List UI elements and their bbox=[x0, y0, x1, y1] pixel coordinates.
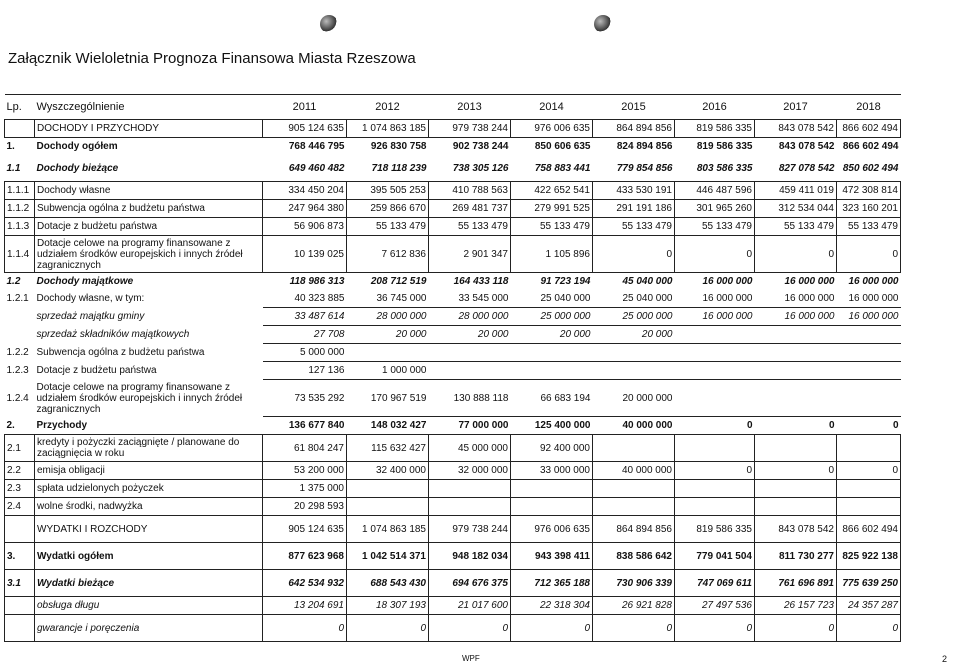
value-cell: 976 006 635 bbox=[511, 120, 593, 138]
value-cell: 73 535 292 bbox=[263, 380, 347, 417]
row-description: Dochody ogółem bbox=[36, 141, 118, 152]
value-cell: 33 545 000 bbox=[429, 290, 511, 308]
value-cell: 877 623 968 bbox=[263, 543, 347, 570]
header-description: Wyszczególnienie bbox=[36, 101, 125, 113]
row-number bbox=[5, 597, 35, 615]
value-cell: 0 bbox=[347, 615, 429, 642]
value-cell bbox=[675, 380, 755, 417]
value-cell bbox=[675, 480, 755, 498]
value-cell: 866 602 494 bbox=[837, 120, 901, 138]
value-cell: 843 078 542 bbox=[755, 120, 837, 138]
value-cell bbox=[837, 480, 901, 498]
table-row bbox=[5, 200, 901, 218]
value-cell: 56 906 873 bbox=[263, 218, 347, 236]
table-body bbox=[5, 120, 901, 642]
value-cell bbox=[347, 498, 429, 516]
row-description: sprzedaż składników majątkowych bbox=[36, 329, 190, 340]
value-cell: 279 991 525 bbox=[511, 200, 593, 218]
table-row bbox=[5, 182, 901, 200]
value-cell: 827 078 542 bbox=[778, 162, 835, 174]
value-cell bbox=[675, 498, 755, 516]
table-row bbox=[5, 435, 901, 462]
value-cell: 77 000 000 bbox=[429, 417, 511, 435]
value-cell: 850 602 494 bbox=[842, 162, 899, 174]
value-cell: 208 712 519 bbox=[370, 276, 427, 287]
value-cell: 32 000 000 bbox=[429, 462, 511, 480]
value-cell: 16 000 000 bbox=[837, 308, 901, 326]
value-cell: 850 606 635 bbox=[534, 141, 591, 152]
row-number bbox=[5, 516, 35, 543]
value-cell bbox=[511, 362, 593, 380]
table-row bbox=[5, 236, 901, 273]
table-row bbox=[5, 615, 901, 642]
value-cell: 291 191 186 bbox=[593, 200, 675, 218]
value-cell: 92 400 000 bbox=[511, 435, 593, 462]
value-cell: 20 000 bbox=[511, 326, 593, 344]
value-cell: 45 000 000 bbox=[429, 435, 511, 462]
row-number: 2.2 bbox=[5, 462, 35, 480]
value-cell: 0 bbox=[511, 615, 593, 642]
value-cell: 127 136 bbox=[263, 362, 347, 380]
value-cell bbox=[755, 326, 837, 344]
value-cell: 1 074 863 185 bbox=[347, 516, 429, 543]
forecast-table bbox=[4, 94, 901, 642]
row-number bbox=[5, 120, 35, 138]
value-cell: 148 032 427 bbox=[347, 417, 429, 435]
value-cell: 825 922 138 bbox=[837, 543, 901, 570]
value-cell bbox=[837, 498, 901, 516]
header-row bbox=[5, 95, 901, 120]
value-cell: 905 124 635 bbox=[263, 120, 347, 138]
value-cell: 0 bbox=[837, 615, 901, 642]
value-cell: 45 040 000 bbox=[622, 276, 673, 287]
value-cell: 18 307 193 bbox=[347, 597, 429, 615]
value-cell: 472 308 814 bbox=[837, 182, 901, 200]
value-cell: 33 000 000 bbox=[511, 462, 593, 480]
value-cell bbox=[837, 326, 901, 344]
value-cell: 811 730 277 bbox=[755, 543, 837, 570]
value-cell bbox=[347, 480, 429, 498]
row-number: 1.2 bbox=[6, 276, 21, 287]
table-row bbox=[5, 570, 901, 597]
value-cell bbox=[837, 344, 901, 362]
value-cell: 0 bbox=[675, 417, 755, 435]
value-cell bbox=[593, 498, 675, 516]
value-cell: 0 bbox=[675, 615, 755, 642]
value-cell: 16 000 000 bbox=[848, 276, 899, 287]
value-cell: 738 305 126 bbox=[452, 162, 509, 174]
row-description: Dotacje z budżetu państwa bbox=[36, 365, 157, 376]
value-cell bbox=[675, 435, 755, 462]
value-cell: 824 894 856 bbox=[616, 141, 673, 152]
value-cell: 843 078 542 bbox=[778, 141, 835, 152]
value-cell: 1 105 896 bbox=[511, 236, 593, 273]
table-row bbox=[5, 273, 901, 291]
value-cell: 16 000 000 bbox=[784, 276, 835, 287]
row-description: sprzedaż majątku gminy bbox=[36, 311, 145, 322]
value-cell: 28 000 000 bbox=[347, 308, 429, 326]
row-description: Dochody majątkowe bbox=[36, 276, 134, 287]
value-cell: 10 139 025 bbox=[263, 236, 347, 273]
row-number: 3. bbox=[5, 543, 35, 570]
row-number: 1.2.2 bbox=[6, 347, 29, 358]
value-cell bbox=[429, 344, 511, 362]
value-cell: 20 298 593 bbox=[263, 498, 347, 516]
value-cell: 16 000 000 bbox=[675, 308, 755, 326]
value-cell: 66 683 194 bbox=[511, 380, 593, 417]
header-year: 2011 bbox=[292, 101, 317, 113]
row-description: Dotacje celowe na programy finansowane z udziałem środków europejskich i innych źródeł zagranicznych bbox=[35, 236, 263, 273]
value-cell: 758 883 441 bbox=[534, 162, 591, 174]
value-cell bbox=[837, 362, 901, 380]
value-cell bbox=[429, 362, 511, 380]
row-description: gwarancje i poręczenia bbox=[35, 615, 263, 642]
value-cell: 20 000 bbox=[347, 326, 429, 344]
value-cell: 819 586 335 bbox=[675, 120, 755, 138]
row-number: 2.3 bbox=[5, 480, 35, 498]
value-cell: 2 901 347 bbox=[429, 236, 511, 273]
value-cell: 259 866 670 bbox=[347, 200, 429, 218]
row-description: emisja obligacji bbox=[35, 462, 263, 480]
value-cell: 26 921 828 bbox=[593, 597, 675, 615]
value-cell: 0 bbox=[837, 236, 901, 273]
value-cell: 1 074 863 185 bbox=[347, 120, 429, 138]
footer-label: WPF bbox=[462, 654, 480, 663]
table-row bbox=[5, 308, 901, 326]
value-cell bbox=[755, 480, 837, 498]
header-year: 2014 bbox=[539, 101, 564, 113]
value-cell: 20 000 000 bbox=[593, 380, 675, 417]
table-row bbox=[5, 516, 901, 543]
table-row bbox=[5, 462, 901, 480]
value-cell: 864 894 856 bbox=[593, 516, 675, 543]
table-row bbox=[5, 344, 901, 362]
value-cell: 20 000 bbox=[429, 326, 511, 344]
value-cell: 0 bbox=[593, 236, 675, 273]
row-description: WYDATKI I ROZCHODY bbox=[35, 516, 263, 543]
value-cell: 747 069 611 bbox=[675, 570, 755, 597]
header-year: 2016 bbox=[702, 101, 727, 113]
value-cell: 0 bbox=[837, 417, 901, 435]
value-cell bbox=[755, 344, 837, 362]
page-number: 2 bbox=[942, 654, 948, 664]
value-cell: 712 365 188 bbox=[511, 570, 593, 597]
value-cell: 301 965 260 bbox=[675, 200, 755, 218]
row-number: 1.1.4 bbox=[5, 236, 35, 273]
table-row bbox=[5, 362, 901, 380]
value-cell: 395 505 253 bbox=[347, 182, 429, 200]
table-row bbox=[5, 155, 901, 182]
row-number: 2. bbox=[6, 419, 15, 431]
value-cell: 115 632 427 bbox=[347, 435, 429, 462]
table-row bbox=[5, 380, 901, 417]
value-cell: 843 078 542 bbox=[755, 516, 837, 543]
value-cell: 16 000 000 bbox=[837, 290, 901, 308]
value-cell: 16 000 000 bbox=[755, 308, 837, 326]
value-cell: 775 639 250 bbox=[837, 570, 901, 597]
value-cell: 55 133 479 bbox=[675, 218, 755, 236]
value-cell: 761 696 891 bbox=[755, 570, 837, 597]
row-description: Wydatki ogółem bbox=[35, 543, 263, 570]
value-cell: 27 497 536 bbox=[675, 597, 755, 615]
value-cell bbox=[675, 326, 755, 344]
row-number bbox=[5, 615, 35, 642]
value-cell: 902 738 244 bbox=[452, 141, 509, 152]
row-number: 1.2.1 bbox=[6, 293, 29, 305]
value-cell: 979 738 244 bbox=[429, 516, 511, 543]
table-row bbox=[5, 498, 901, 516]
value-cell: 433 530 191 bbox=[593, 182, 675, 200]
value-cell: 22 318 304 bbox=[511, 597, 593, 615]
value-cell bbox=[675, 362, 755, 380]
value-cell: 803 586 335 bbox=[696, 162, 753, 174]
value-cell: 864 894 856 bbox=[593, 120, 675, 138]
value-cell: 25 040 000 bbox=[511, 290, 593, 308]
row-description: spłata udzielonych pożyczek bbox=[35, 480, 263, 498]
value-cell bbox=[837, 435, 901, 462]
value-cell: 688 543 430 bbox=[347, 570, 429, 597]
value-cell: 1 375 000 bbox=[263, 480, 347, 498]
value-cell bbox=[429, 498, 511, 516]
value-cell: 926 830 758 bbox=[370, 141, 427, 152]
header-year: 2017 bbox=[783, 101, 808, 113]
value-cell bbox=[511, 344, 593, 362]
value-cell: 446 487 596 bbox=[675, 182, 755, 200]
value-cell: 16 000 000 bbox=[755, 290, 837, 308]
row-description: Wydatki bieżące bbox=[35, 570, 263, 597]
row-description: DOCHODY I PRZYCHODY bbox=[35, 120, 263, 138]
row-number: 1.1.2 bbox=[5, 200, 35, 218]
scan-blot bbox=[594, 15, 612, 33]
value-cell: 55 133 479 bbox=[593, 218, 675, 236]
value-cell: 838 586 642 bbox=[593, 543, 675, 570]
value-cell: 170 967 519 bbox=[347, 380, 429, 417]
value-cell: 40 000 000 bbox=[593, 462, 675, 480]
value-cell: 32 400 000 bbox=[347, 462, 429, 480]
value-cell: 866 602 494 bbox=[837, 516, 901, 543]
value-cell bbox=[755, 380, 837, 417]
value-cell: 269 481 737 bbox=[429, 200, 511, 218]
table-row bbox=[5, 120, 901, 138]
row-description: Dotacje z budżetu państwa bbox=[35, 218, 263, 236]
row-description: kredyty i pożyczki zaciągnięte / planowane do zaciągnięcia w roku bbox=[35, 435, 263, 462]
value-cell: 91 723 194 bbox=[540, 276, 591, 287]
scan-blot bbox=[320, 15, 338, 33]
row-number: 1.2.4 bbox=[6, 392, 29, 404]
value-cell: 55 133 479 bbox=[347, 218, 429, 236]
value-cell bbox=[755, 362, 837, 380]
row-description: wolne środki, nadwyżka bbox=[35, 498, 263, 516]
value-cell: 0 bbox=[593, 615, 675, 642]
value-cell: 36 745 000 bbox=[347, 290, 429, 308]
value-cell: 16 000 000 bbox=[675, 290, 755, 308]
value-cell: 1 042 514 371 bbox=[347, 543, 429, 570]
header-year: 2012 bbox=[375, 101, 400, 113]
value-cell bbox=[675, 344, 755, 362]
value-cell: 948 182 034 bbox=[429, 543, 511, 570]
value-cell: 55 133 479 bbox=[755, 218, 837, 236]
value-cell: 0 bbox=[755, 236, 837, 273]
value-cell: 819 586 335 bbox=[675, 516, 755, 543]
value-cell: 905 124 635 bbox=[263, 516, 347, 543]
value-cell: 819 586 335 bbox=[696, 141, 753, 152]
value-cell: 0 bbox=[429, 615, 511, 642]
value-cell: 768 446 795 bbox=[288, 141, 345, 152]
row-description: Przychody bbox=[36, 419, 88, 431]
value-cell: 40 323 885 bbox=[263, 290, 347, 308]
value-cell: 0 bbox=[755, 417, 837, 435]
value-cell: 334 450 204 bbox=[263, 182, 347, 200]
row-description: Subwencja ogólna z budżetu państwa bbox=[35, 200, 263, 218]
value-cell: 27 708 bbox=[263, 326, 347, 344]
row-number: 1.1.3 bbox=[5, 218, 35, 236]
value-cell: 694 676 375 bbox=[429, 570, 511, 597]
value-cell: 55 133 479 bbox=[429, 218, 511, 236]
value-cell: 0 bbox=[675, 236, 755, 273]
value-cell: 1 000 000 bbox=[347, 362, 429, 380]
value-cell bbox=[593, 362, 675, 380]
value-cell: 25 040 000 bbox=[593, 290, 675, 308]
value-cell bbox=[593, 435, 675, 462]
value-cell: 0 bbox=[263, 615, 347, 642]
value-cell: 26 157 723 bbox=[755, 597, 837, 615]
value-cell: 459 411 019 bbox=[755, 182, 837, 200]
value-cell: 0 bbox=[755, 462, 837, 480]
table-row bbox=[5, 543, 901, 570]
value-cell: 33 487 614 bbox=[263, 308, 347, 326]
value-cell bbox=[755, 498, 837, 516]
value-cell: 136 677 840 bbox=[263, 417, 347, 435]
value-cell: 61 804 247 bbox=[263, 435, 347, 462]
value-cell: 976 006 635 bbox=[511, 516, 593, 543]
value-cell: 779 854 856 bbox=[616, 162, 673, 174]
value-cell: 55 133 479 bbox=[511, 218, 593, 236]
value-cell: 125 400 000 bbox=[511, 417, 593, 435]
value-cell: 20 000 bbox=[593, 326, 675, 344]
value-cell: 0 bbox=[755, 615, 837, 642]
value-cell: 55 133 479 bbox=[837, 218, 901, 236]
value-cell: 25 000 000 bbox=[593, 308, 675, 326]
value-cell: 730 906 339 bbox=[593, 570, 675, 597]
value-cell: 649 460 482 bbox=[288, 162, 345, 174]
row-number: 1.2.3 bbox=[6, 365, 29, 376]
value-cell: 53 200 000 bbox=[263, 462, 347, 480]
value-cell: 21 017 600 bbox=[429, 597, 511, 615]
value-cell bbox=[511, 498, 593, 516]
row-description: Dochody własne bbox=[35, 182, 263, 200]
value-cell: 642 534 932 bbox=[263, 570, 347, 597]
value-cell: 5 000 000 bbox=[263, 344, 347, 362]
value-cell: 130 888 118 bbox=[429, 380, 511, 417]
value-cell: 323 160 201 bbox=[837, 200, 901, 218]
value-cell: 40 000 000 bbox=[593, 417, 675, 435]
value-cell: 25 000 000 bbox=[511, 308, 593, 326]
row-description: obsługa długu bbox=[35, 597, 263, 615]
value-cell: 422 652 541 bbox=[511, 182, 593, 200]
value-cell: 0 bbox=[675, 462, 755, 480]
value-cell: 7 612 836 bbox=[347, 236, 429, 273]
table-row bbox=[5, 138, 901, 156]
value-cell: 13 204 691 bbox=[263, 597, 347, 615]
value-cell: 16 000 000 bbox=[702, 276, 753, 287]
row-number: 1.1.1 bbox=[5, 182, 35, 200]
value-cell: 866 602 494 bbox=[842, 141, 899, 152]
row-number bbox=[5, 308, 35, 326]
header-year: 2015 bbox=[621, 101, 646, 113]
value-cell bbox=[593, 344, 675, 362]
table-row bbox=[5, 480, 901, 498]
value-cell bbox=[593, 480, 675, 498]
row-number: 2.4 bbox=[5, 498, 35, 516]
value-cell: 0 bbox=[837, 462, 901, 480]
row-number: 1. bbox=[6, 141, 15, 152]
row-number bbox=[5, 326, 35, 344]
row-number: 3.1 bbox=[5, 570, 35, 597]
value-cell: 164 433 118 bbox=[453, 276, 509, 287]
row-description: Dochody bieżące bbox=[36, 162, 119, 174]
table-row bbox=[5, 290, 901, 308]
value-cell: 410 788 563 bbox=[429, 182, 511, 200]
value-cell bbox=[347, 344, 429, 362]
row-number: 1.1 bbox=[6, 162, 21, 174]
row-number: 2.1 bbox=[5, 435, 35, 462]
value-cell: 118 986 313 bbox=[289, 276, 345, 287]
value-cell: 312 534 044 bbox=[755, 200, 837, 218]
value-cell bbox=[755, 435, 837, 462]
value-cell bbox=[429, 480, 511, 498]
value-cell bbox=[511, 480, 593, 498]
value-cell: 247 964 380 bbox=[263, 200, 347, 218]
row-description: Dochody własne, w tym: bbox=[36, 293, 145, 305]
table-row bbox=[5, 597, 901, 615]
table-row bbox=[5, 326, 901, 344]
table-row bbox=[5, 417, 901, 435]
value-cell: 979 738 244 bbox=[429, 120, 511, 138]
row-description: Subwencja ogólna z budżetu państwa bbox=[36, 347, 205, 358]
table-row bbox=[5, 218, 901, 236]
value-cell: 943 398 411 bbox=[511, 543, 593, 570]
value-cell: 28 000 000 bbox=[429, 308, 511, 326]
value-cell: 718 118 239 bbox=[371, 162, 427, 174]
row-description: Dotacje celowe na programy finansowane z udziałem środków europejskich i innych źródeł zagranicznych bbox=[36, 381, 243, 415]
header-lp: Lp. bbox=[6, 101, 22, 113]
value-cell: 24 357 287 bbox=[837, 597, 901, 615]
header-year: 2018 bbox=[856, 101, 881, 113]
page-title: Załącznik Wieloletnia Prognoza Finansowa Miasta Rzeszowa bbox=[8, 50, 416, 67]
value-cell bbox=[837, 380, 901, 417]
header-year: 2013 bbox=[457, 101, 482, 113]
value-cell: 779 041 504 bbox=[675, 543, 755, 570]
